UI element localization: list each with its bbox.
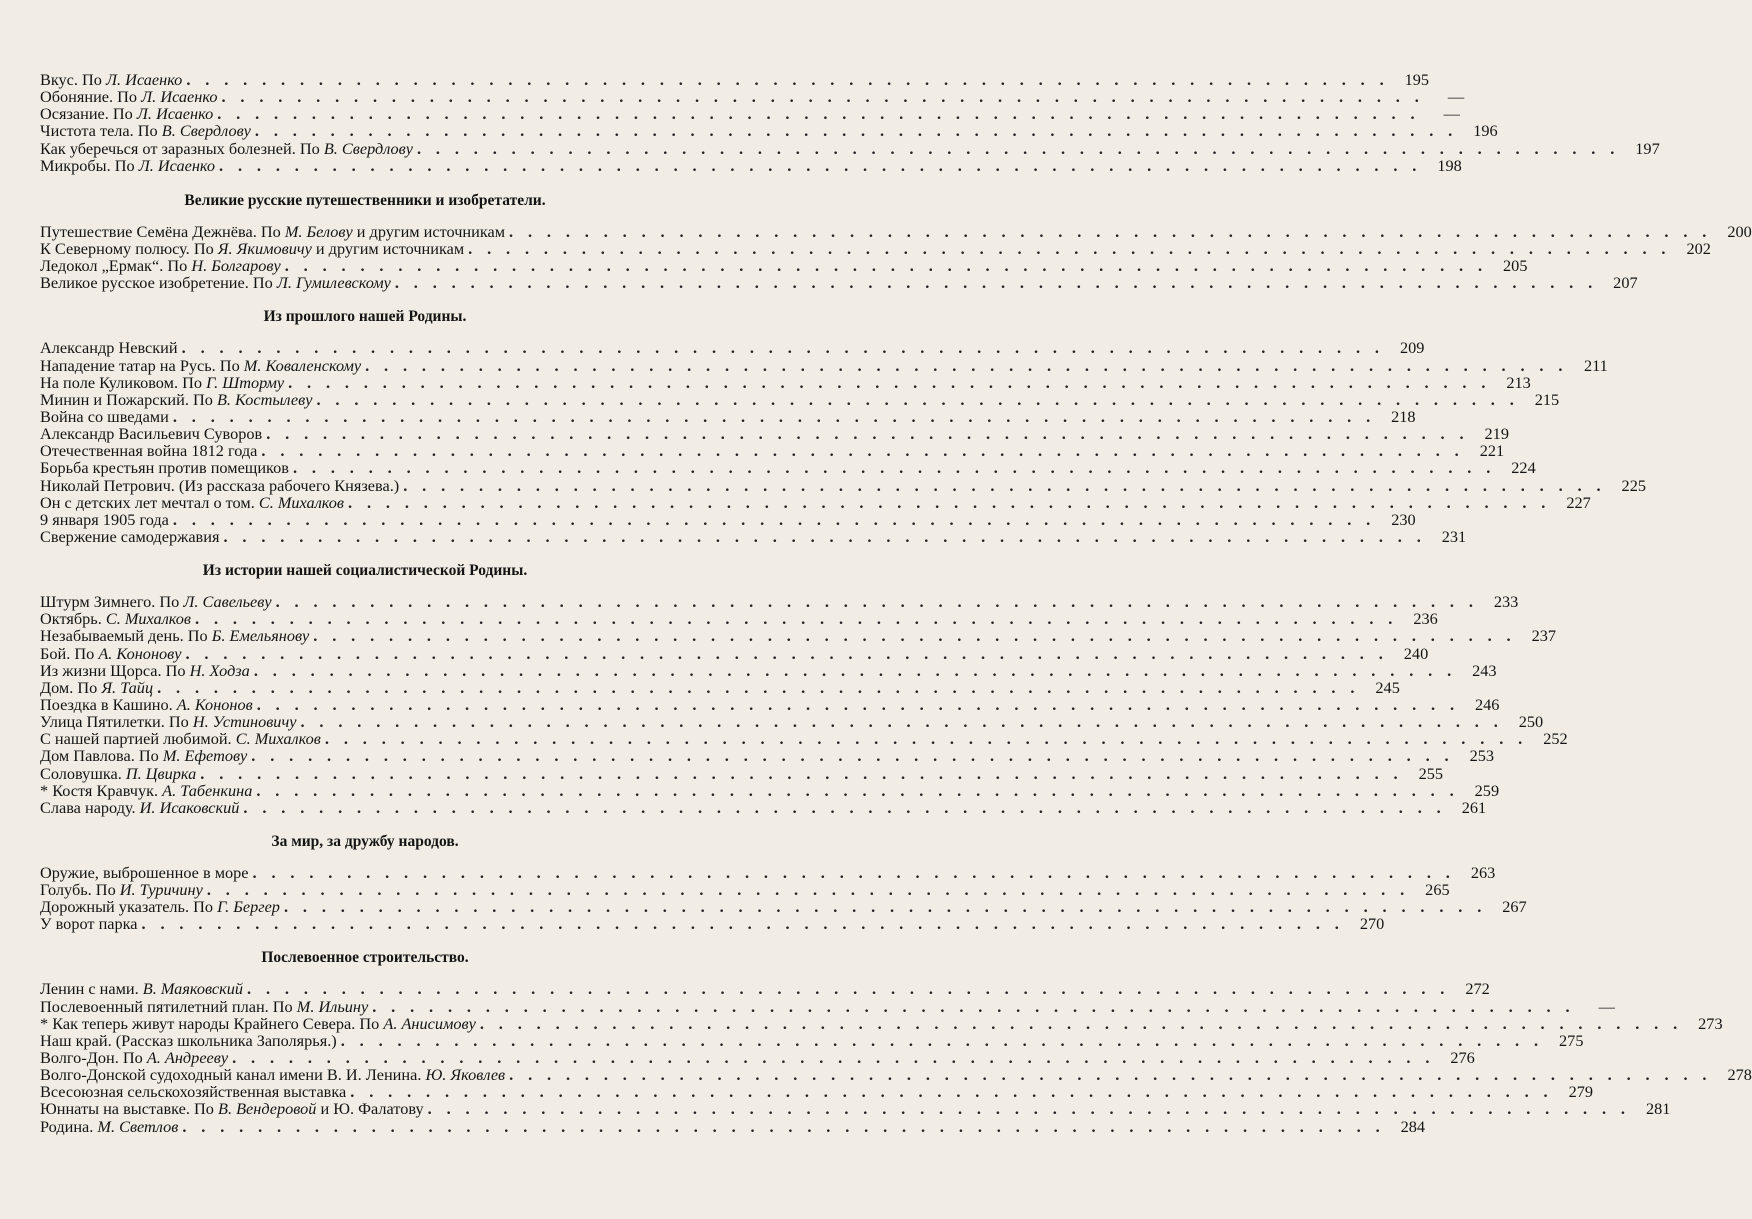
page-number: 261 [1461, 797, 1487, 817]
toc-entry [40, 780, 1500, 800]
toc-entry [40, 979, 1490, 999]
entry-text: Дом. По [40, 677, 102, 697]
page-number: — [1447, 87, 1465, 107]
entry-author: В. Маяковский [142, 979, 244, 999]
page-number: 227 [1566, 492, 1591, 512]
entry-author: А. Андрееву [146, 1048, 229, 1068]
dot-leader [217, 105, 1420, 122]
entry-title [40, 240, 464, 257]
toc-entry [40, 729, 1568, 749]
dot-leader [313, 627, 1516, 644]
toc-section [40, 832, 1527, 934]
entry-text-after: и другим источникам [311, 238, 465, 258]
page-number: 196 [1473, 121, 1498, 141]
dot-leader [255, 122, 1458, 139]
entry-author: М. Белову [284, 221, 353, 241]
toc-section [40, 562, 1568, 817]
toc-entry [40, 526, 1467, 546]
entry-author: П. Цвирка [125, 763, 197, 783]
section-heading: Из истории нашей социалистической Родины. [202, 562, 528, 580]
page-number: 221 [1479, 441, 1505, 461]
toc-entry [40, 862, 1496, 882]
entry-title [40, 459, 289, 476]
dot-leader [509, 223, 1712, 240]
entry-text: Как уберечься от заразных болезней. По [40, 138, 324, 158]
entry-title [40, 1032, 337, 1049]
toc-entry [40, 256, 1528, 276]
entry-text: Он с детских лет мечтал о том. [40, 492, 259, 512]
entry-text-after: и Ю. Фалатову [316, 1099, 424, 1119]
entry-author: С. Михалков [235, 729, 321, 749]
entry-title [40, 593, 272, 610]
toc-entry [40, 389, 1560, 409]
dot-leader [247, 980, 1450, 997]
page-number: 211 [1584, 355, 1608, 375]
entry-text: Октябрь. [40, 609, 106, 629]
entry-text: Юннаты на выставке. По [40, 1099, 219, 1119]
entry-title [40, 494, 344, 511]
entry-title [40, 662, 250, 679]
toc-entry [40, 694, 1500, 714]
entry-title [40, 679, 153, 696]
page-number: 252 [1543, 729, 1568, 749]
toc-entry [40, 660, 1497, 680]
entry-author: Я. Якимовичу [217, 238, 312, 258]
entry-text: Великое русское изобретение. По [40, 273, 277, 293]
dot-leader [257, 696, 1460, 713]
entry-text: Ленин с нами. [40, 979, 143, 999]
toc-entry [40, 880, 1450, 900]
entry-author: А. Кононов [176, 694, 253, 714]
dot-leader [200, 765, 1403, 782]
dot-leader [221, 88, 1424, 105]
entry-text: Дом Павлова. По [40, 746, 163, 766]
entry-text: Бой. По [40, 643, 99, 663]
toc-entry [40, 70, 1430, 89]
dot-leader [157, 679, 1360, 696]
toc-entry [40, 677, 1400, 697]
entry-text: Из жизни Щорса. По [40, 660, 190, 680]
entry-author: Н. Ходза [189, 660, 250, 680]
entry-author: И. Туричину [119, 880, 203, 900]
entry-title [40, 528, 219, 545]
section-heading: Послевоенное строительство. [261, 949, 469, 967]
page-number: 279 [1568, 1082, 1593, 1102]
toc-entry [40, 87, 1465, 107]
entry-text: Улица Пятилетки. По [40, 712, 193, 732]
page-number: 243 [1472, 660, 1497, 680]
entry-text: Александр Васильевич Суворов [40, 424, 263, 444]
section-heading: Великие русские путешественники и изобретатели. [184, 191, 546, 209]
dot-leader [182, 339, 1385, 356]
dot-leader [372, 998, 1575, 1015]
entry-text: Незабываемый день. По [40, 626, 212, 646]
entry-text: Послевоенный пятилетний план. По [40, 996, 297, 1016]
entry-title [40, 765, 196, 782]
dot-leader [395, 274, 1598, 291]
page-number: — [1598, 996, 1615, 1016]
entry-author: В. Вендеровой [218, 1099, 317, 1119]
entry-text: Николай Петрович. (Из рассказа рабочего Князева.) [40, 475, 400, 495]
entry-text: Слава народу. [40, 797, 140, 817]
dot-leader [428, 1100, 1631, 1117]
entry-title [40, 696, 253, 713]
dot-leader [173, 408, 1376, 425]
toc-entry [40, 406, 1416, 426]
page-number: 230 [1391, 509, 1416, 529]
entry-author: В. Костылеву [216, 389, 313, 409]
entry-text: Волго-Дон. По [40, 1048, 147, 1068]
entry-title [40, 511, 169, 528]
page-number: 265 [1425, 880, 1450, 900]
entry-title [40, 71, 182, 88]
dot-leader [284, 898, 1487, 915]
entry-title [40, 747, 247, 764]
dot-leader [325, 730, 1528, 747]
dot-leader [350, 1083, 1553, 1100]
entry-title [40, 627, 309, 644]
dot-leader [182, 1118, 1385, 1135]
page-number: 197 [1635, 138, 1660, 158]
dot-leader [207, 881, 1410, 898]
page-number: 278 [1727, 1065, 1752, 1085]
entry-text: Борьба крестьян против помещиков [40, 458, 289, 478]
entry-title [40, 1100, 424, 1117]
toc-entry [40, 338, 1425, 358]
entry-title [40, 1083, 346, 1100]
entry-text: Микробы. По [40, 155, 139, 175]
entry-title [40, 713, 296, 730]
entry-title [40, 610, 191, 627]
page-number: 246 [1475, 694, 1500, 714]
entry-text: Оружие, выброшенное в море [40, 862, 249, 882]
dot-leader [219, 157, 1422, 174]
entry-title [40, 425, 262, 442]
entry-text: Всесоюзная сельскохозяйственная выставка [40, 1082, 347, 1102]
dot-leader [365, 357, 1568, 374]
entry-text: Вкус. По [40, 70, 107, 89]
toc-entry [40, 643, 1429, 663]
entry-author: В. Свердлову [323, 138, 413, 158]
page-number: 281 [1645, 1099, 1671, 1119]
entry-author: А. Табенкина [162, 780, 253, 800]
entry-title [40, 223, 505, 240]
entry-text: Голубь. По [40, 880, 120, 900]
dot-leader [293, 459, 1496, 476]
entry-title [40, 799, 239, 816]
page-number: 240 [1403, 643, 1429, 663]
toc-entry [40, 155, 1462, 175]
dot-leader [480, 1015, 1683, 1032]
page-number: 255 [1418, 763, 1443, 783]
table-of-contents [40, 70, 1752, 1152]
entry-title [40, 442, 257, 459]
page-number: 250 [1518, 712, 1544, 732]
entry-title [40, 864, 249, 881]
toc-entry [40, 897, 1527, 917]
toc-entry [40, 592, 1519, 612]
page-number: 272 [1465, 979, 1490, 999]
entry-text-after: и другим источникам [352, 221, 506, 241]
toc-entry [40, 626, 1557, 646]
entry-author: Н. Болгарову [191, 256, 281, 276]
entry-text: Осязание. По [40, 104, 137, 124]
dot-leader [285, 257, 1488, 274]
toc-entry [40, 763, 1443, 783]
toc-entry [40, 712, 1544, 732]
entry-text: К Северному полюсу. По [40, 238, 218, 258]
toc-entry [40, 441, 1505, 461]
toc-entry [40, 238, 1711, 258]
entry-text: Поездка в Кашино. [40, 694, 177, 714]
page-number: 245 [1375, 677, 1400, 697]
entry-text: Чистота тела. По [40, 121, 162, 141]
page-number: 259 [1474, 780, 1500, 800]
dot-leader [509, 1066, 1712, 1083]
page-number: 236 [1413, 609, 1438, 629]
dot-leader [195, 610, 1398, 627]
dot-leader [142, 915, 1345, 932]
entry-title [40, 477, 399, 494]
dot-leader [417, 140, 1620, 157]
dot-leader [403, 477, 1606, 494]
toc-entry [40, 221, 1752, 241]
entry-title [40, 122, 251, 139]
toc-entry [40, 914, 1385, 934]
entry-text: Война со шведами [40, 406, 169, 426]
page-number: 276 [1450, 1048, 1475, 1068]
entry-title [40, 645, 181, 662]
entry-title [40, 157, 215, 174]
dot-leader [276, 593, 1479, 610]
entry-text: Минин и Пожарский. По [40, 389, 217, 409]
entry-text: Родина. [40, 1116, 98, 1136]
toc-entry [40, 492, 1591, 512]
toc-entry [40, 138, 1660, 158]
section-heading: За мир, за дружбу народов. [271, 832, 459, 850]
entry-author: С. Михалков [105, 609, 192, 629]
entry-text: На поле Куликовом. По [40, 372, 207, 392]
toc-entry [40, 1030, 1584, 1050]
entry-title [40, 1049, 228, 1066]
entry-author: Б. Емельянову [211, 626, 310, 646]
entry-author: М. Ефетову [162, 746, 248, 766]
entry-author: Н. Устиновичу [192, 712, 297, 732]
page-number: 273 [1698, 1013, 1723, 1033]
entry-text: Александр Невский [40, 338, 178, 358]
toc-entry [40, 746, 1494, 766]
entry-author: В. Свердлову [161, 121, 251, 141]
entry-text: Наш край. (Рассказ школьника Заполярья.) [40, 1030, 337, 1050]
entry-author: Л. Исаенко [106, 70, 183, 89]
page-number: 202 [1686, 238, 1711, 258]
entry-title [40, 408, 169, 425]
entry-title [40, 1118, 178, 1135]
toc-entry [40, 509, 1416, 529]
dot-leader [253, 864, 1456, 881]
entry-author: Я. Тайц [101, 677, 154, 697]
entry-title [40, 274, 391, 291]
entry-title [40, 391, 312, 408]
toc-entry [40, 104, 1460, 124]
toc-entry [40, 1065, 1752, 1085]
toc-entry [40, 1048, 1475, 1068]
entry-author: С. Михалков [258, 492, 345, 512]
section-heading: Из прошлого нашей Родины. [263, 308, 467, 326]
entry-text: * Костя Кравчук. [40, 780, 163, 800]
dot-leader [261, 442, 1464, 459]
toc-entry [40, 475, 1646, 495]
entry-title [40, 339, 178, 356]
entry-text: Отечественная война 1812 года [40, 441, 258, 461]
dot-leader [243, 799, 1446, 816]
entry-title [40, 730, 321, 747]
entry-title [40, 105, 213, 122]
toc-section [40, 308, 1646, 546]
toc-entry [40, 424, 1509, 444]
entry-title [40, 980, 243, 997]
entry-author: Л. Савельеву [183, 592, 272, 612]
entry-text: Волго-Донской судоходный канал имени В. И. Ленина. [40, 1065, 426, 1085]
page-number: 205 [1503, 256, 1528, 276]
entry-author: М. Ильину [296, 996, 369, 1016]
dot-leader [316, 391, 1519, 408]
entry-author: М. Коваленскому [243, 355, 362, 375]
page-number: 275 [1559, 1030, 1584, 1050]
entry-text: Обоняние. По [40, 87, 142, 107]
page-number: 270 [1359, 914, 1385, 934]
entry-title [40, 357, 361, 374]
entry-title [40, 782, 252, 799]
dot-leader [251, 747, 1454, 764]
page-number: 263 [1470, 862, 1496, 882]
entry-author: А. Анисимову [383, 1013, 476, 1033]
page-number: 213 [1506, 372, 1531, 392]
entry-author: И. Исаковский [139, 797, 240, 817]
entry-text: У ворот парка [40, 914, 138, 934]
dot-leader [173, 511, 1376, 528]
dot-leader [468, 240, 1671, 257]
entry-text: Соловушка. [40, 763, 126, 783]
entry-author: Г. Шторму [206, 372, 285, 392]
entry-title [40, 1015, 476, 1032]
toc-entry [40, 797, 1487, 817]
entry-author: М. Светлов [97, 1116, 179, 1136]
toc-entry [40, 273, 1638, 293]
dot-leader [223, 528, 1426, 545]
page-number: 231 [1441, 526, 1467, 546]
dot-leader [254, 662, 1457, 679]
entry-text: С нашей партией любимой. [40, 729, 236, 749]
page-number: 207 [1613, 273, 1638, 293]
toc-section [40, 191, 1752, 293]
dot-leader [185, 645, 1388, 662]
page-number: 237 [1531, 626, 1557, 646]
toc-entry [40, 355, 1608, 375]
toc-entry [40, 1013, 1723, 1033]
page-number: 209 [1399, 338, 1425, 358]
entry-author: Л. Гумилевскому [276, 273, 391, 293]
entry-title [40, 88, 217, 105]
dot-leader [232, 1049, 1435, 1066]
entry-text: Ледокол „Ермак“. По [40, 256, 192, 276]
dot-leader [288, 374, 1491, 391]
entry-author: Л. Исаенко [136, 104, 214, 124]
page-number: 195 [1404, 70, 1430, 89]
entry-title [40, 998, 368, 1015]
entry-text: 9 января 1905 года [40, 509, 169, 529]
page-number: 200 [1727, 221, 1752, 241]
entry-text: Путешествие Семёна Дежнёва. По [40, 221, 285, 241]
entry-title [40, 1066, 505, 1083]
entry-author: Г. Бергер [217, 897, 280, 917]
entry-author: Л. Исаенко [138, 155, 216, 175]
entry-title [40, 374, 284, 391]
page-number: 198 [1437, 155, 1462, 175]
entry-text: Штурм Зимнего. По [40, 592, 184, 612]
toc-entry [40, 609, 1438, 629]
toc-entry [40, 372, 1531, 392]
toc-section [40, 70, 1660, 175]
entry-text: Нападение татар на Русь. По [40, 355, 244, 375]
toc-entry [40, 121, 1498, 141]
dot-leader [266, 425, 1469, 442]
entry-title [40, 898, 280, 915]
dot-leader [256, 782, 1459, 799]
page-number: 253 [1469, 746, 1494, 766]
dot-leader [348, 494, 1551, 511]
page-number: 233 [1493, 592, 1519, 612]
page-number: 218 [1391, 406, 1416, 426]
toc-entry [40, 458, 1536, 478]
toc-entry [40, 1116, 1426, 1136]
entry-title [40, 257, 281, 274]
toc-section [40, 949, 1752, 1136]
entry-title [40, 915, 138, 932]
entry-title [40, 140, 413, 157]
page-number: 284 [1400, 1116, 1426, 1136]
page-number: 224 [1511, 458, 1536, 478]
toc-entry [40, 1082, 1593, 1102]
entry-text: Дорожный указатель. По [40, 897, 218, 917]
toc-entry [40, 996, 1615, 1016]
dot-leader [341, 1032, 1544, 1049]
page-number: 267 [1502, 897, 1527, 917]
entry-text: * Как теперь живут народы Крайнего Севера. По [40, 1013, 384, 1033]
entry-text: Свержение самодержавия [40, 526, 220, 546]
dot-leader [186, 71, 1389, 88]
entry-title [40, 881, 203, 898]
page-number: 225 [1621, 475, 1646, 495]
dot-leader [300, 713, 1503, 730]
entry-author: Ю. Яковлев [425, 1065, 506, 1085]
toc-entry [40, 1099, 1671, 1119]
page-number: — [1443, 104, 1460, 124]
entry-author: Л. Исаенко [141, 87, 218, 107]
page-number: 215 [1534, 389, 1560, 409]
page-number: 219 [1484, 424, 1509, 444]
entry-author: А. Кононову [98, 643, 182, 663]
